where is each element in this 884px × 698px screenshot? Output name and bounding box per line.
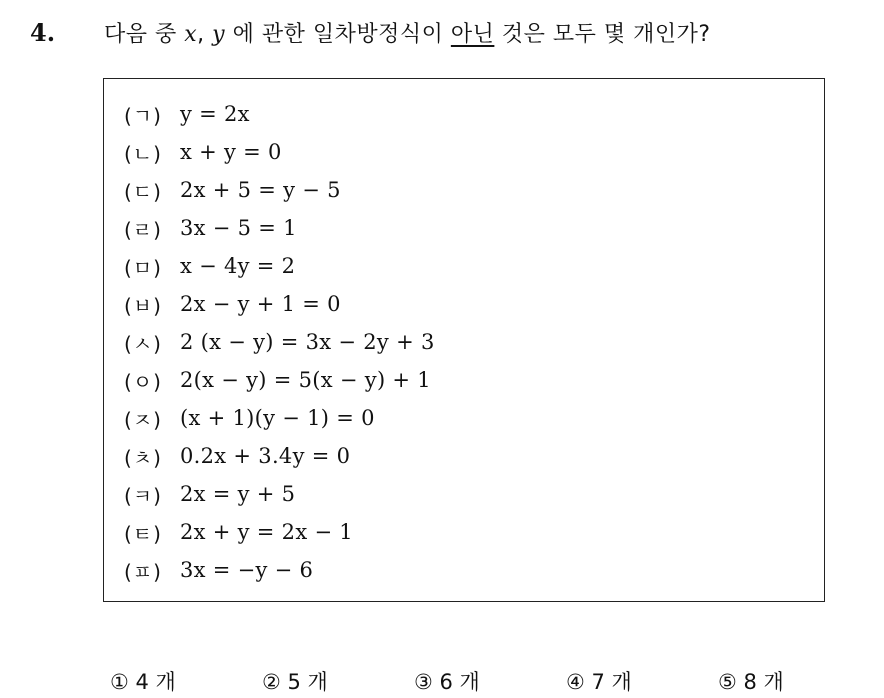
- equation-label: (ㄷ): [124, 179, 162, 204]
- equation-label: (ㅌ): [124, 521, 162, 546]
- equation-label: (ㅁ): [124, 255, 162, 280]
- variable-x: x: [184, 21, 198, 47]
- equations-box: [103, 78, 825, 602]
- choice-3[interactable]: ③ 6 개: [414, 670, 480, 694]
- equation-text: y = 2x: [180, 102, 250, 126]
- equation-text: 2(x − y) = 5(x − y) + 1: [180, 368, 431, 392]
- equation-item: [124, 325, 435, 359]
- question-number: 4.: [30, 17, 56, 47]
- equation-text: (x + 1)(y − 1) = 0: [180, 406, 375, 430]
- equation-item: [124, 477, 295, 511]
- equation-item: [124, 515, 353, 549]
- equation-item: [124, 287, 341, 321]
- question-emphasis: 아닌: [450, 21, 495, 47]
- equation-text: 2 (x − y) = 3x − 2y + 3: [180, 330, 435, 354]
- equation-text: 0.2x + 3.4y = 0: [180, 444, 351, 468]
- choice-5[interactable]: ⑤ 8 개: [718, 670, 784, 694]
- equation-text: 2x − y + 1 = 0: [180, 292, 341, 316]
- equation-item: [124, 363, 431, 397]
- equation-label: (ㅍ): [124, 559, 162, 584]
- choice-2[interactable]: ② 5 개: [262, 670, 328, 694]
- equation-label: (ㄱ): [124, 103, 162, 128]
- choice-4[interactable]: ④ 7 개: [566, 670, 632, 694]
- equation-text: 3x = −y − 6: [180, 558, 314, 582]
- question-text: [104, 17, 711, 48]
- choice-1[interactable]: ① 4 개: [110, 670, 176, 694]
- equation-text: 2x + y = 2x − 1: [180, 520, 353, 544]
- equation-item: [124, 439, 350, 473]
- equation-item: [124, 249, 295, 283]
- equation-label: (ㅂ): [124, 293, 162, 318]
- equation-label: (ㅅ): [124, 331, 162, 356]
- equation-item: [124, 97, 250, 131]
- equation-text: 2x = y + 5: [180, 482, 296, 506]
- equation-text: 3x − 5 = 1: [180, 216, 297, 240]
- equation-item: [124, 401, 375, 435]
- question-text-mid: 에 관한 일차방정식이: [225, 21, 451, 47]
- equation-label: (ㄹ): [124, 217, 162, 242]
- variable-y: y: [212, 21, 226, 47]
- question-text-after: 것은 모두 몇 개인가?: [494, 21, 711, 47]
- equation-text: 2x + 5 = y − 5: [180, 178, 341, 202]
- equation-item: [124, 173, 341, 207]
- equation-item: [124, 553, 313, 587]
- equation-label: (ㄴ): [124, 141, 162, 166]
- equation-item: [124, 135, 282, 169]
- equation-item: [124, 211, 297, 245]
- equation-label: (ㅋ): [124, 483, 162, 508]
- equation-label: (ㅊ): [124, 445, 162, 470]
- equation-label: (ㅇ): [124, 369, 162, 394]
- equation-text: x − 4y = 2: [180, 254, 296, 278]
- equation-label: (ㅈ): [124, 407, 162, 432]
- answer-choices: [110, 664, 870, 698]
- equation-text: x + y = 0: [180, 140, 282, 164]
- question-comma: ,: [197, 21, 213, 47]
- question-text-before: 다음 중: [104, 21, 185, 47]
- question-header: [30, 14, 711, 50]
